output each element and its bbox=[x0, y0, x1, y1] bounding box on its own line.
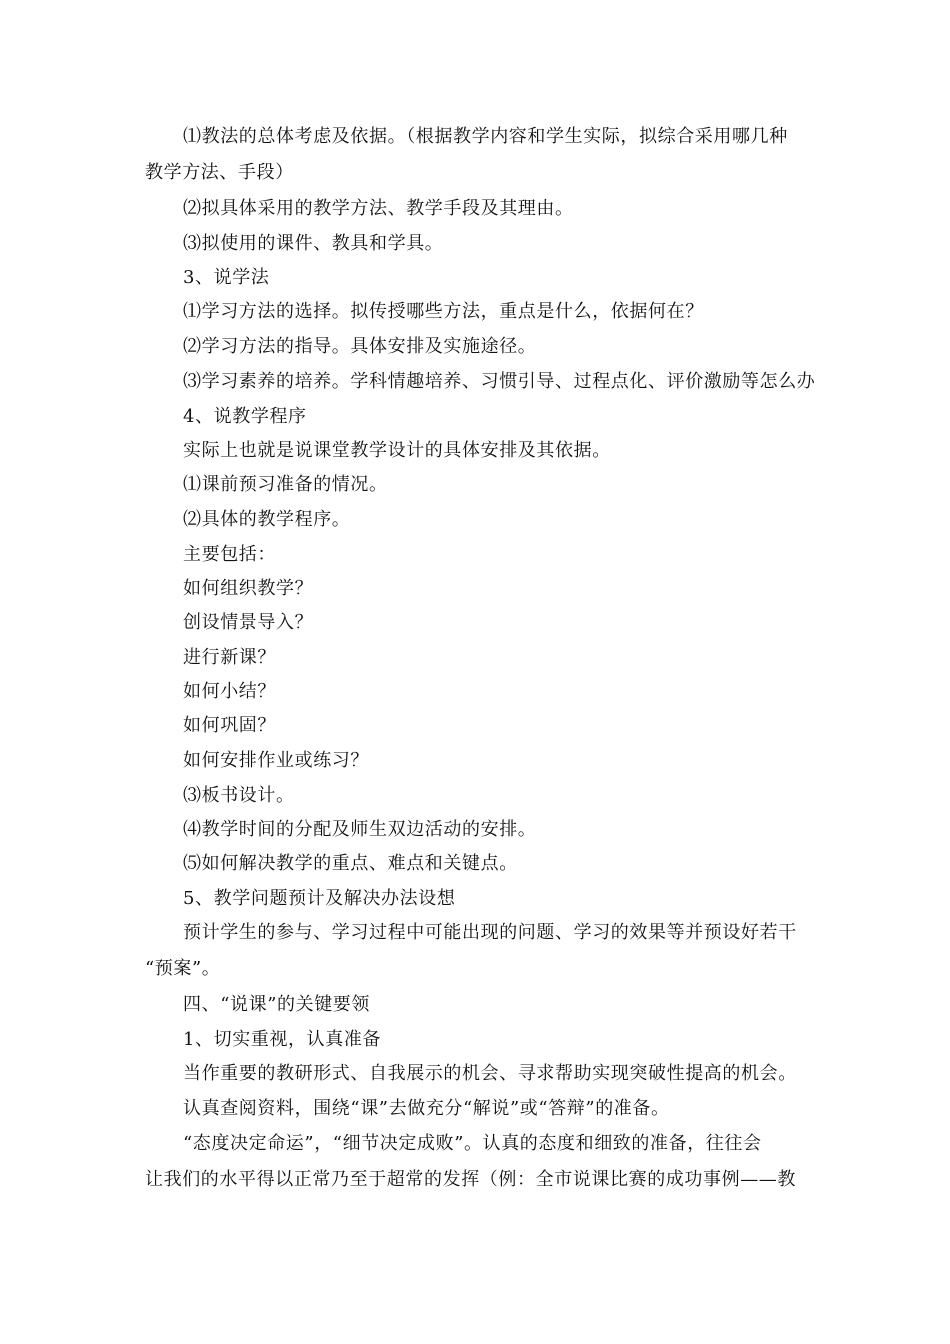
text-line: 让我们的水平得以正常乃至于超常的发挥（例：全市说课比赛的成功事例——教 bbox=[145, 1169, 796, 1190]
section-heading: 3、说学法 bbox=[183, 267, 270, 288]
text-line: “预案”。 bbox=[145, 958, 221, 979]
text-line: 教学方法、手段） bbox=[145, 162, 294, 183]
section-heading: 四、“说课”的关键要领 bbox=[183, 994, 371, 1015]
text-line: ⑵学习方法的指导。具体安排及实施途径。 bbox=[183, 336, 537, 357]
text-line: ⑴课前预习准备的情况。 bbox=[183, 474, 388, 495]
text-line: ⑶学习素养的培养。学科情趣培养、习惯引导、过程点化、评价激励等怎么办 bbox=[183, 371, 816, 392]
text-line: 当作重要的教研形式、自我展示的机会、寻求帮助实现突破性提高的机会。 bbox=[183, 1063, 797, 1084]
text-line: ⑶拟使用的课件、教具和学具。 bbox=[183, 233, 444, 254]
text-line: ⑷教学时间的分配及师生双边活动的安排。 bbox=[183, 819, 537, 840]
text-line: 实际上也就是说课堂教学设计的具体安排及其依据。 bbox=[183, 440, 611, 461]
text-line: 如何组织教学？ bbox=[183, 578, 314, 599]
text-line: 主要包括： bbox=[183, 544, 276, 565]
text-line: 如何巩固？ bbox=[183, 715, 276, 736]
text-line: 如何小结？ bbox=[183, 681, 276, 702]
text-line: ⑴学习方法的选择。拟传授哪些方法，重点是什么，依据何在？ bbox=[183, 301, 704, 322]
section-heading: 1、切实重视，认真准备 bbox=[183, 1029, 382, 1050]
text-line: 预计学生的参与、学习过程中可能出现的问题、学习的效果等并预设好若干 bbox=[183, 922, 797, 943]
text-line: 认真查阅资料，围绕“课”去做充分“解说”或“答辩”的准备。 bbox=[183, 1098, 670, 1119]
text-line: 进行新课？ bbox=[183, 647, 276, 668]
text-line: ⑶板书设计。 bbox=[183, 785, 295, 806]
text-line: 创设情景导入？ bbox=[183, 612, 314, 633]
text-line: ⑵具体的教学程序。 bbox=[183, 509, 351, 530]
section-heading: 5、教学问题预计及解决办法设想 bbox=[183, 888, 456, 909]
text-line: 如何安排作业或练习？ bbox=[183, 750, 369, 771]
text-line: “态度决定命运”，“细节决定成败”。认真的态度和细致的准备，往往会 bbox=[183, 1133, 762, 1154]
section-heading: 4、说教学程序 bbox=[183, 406, 307, 427]
text-line: ⑸如何解决教学的重点、难点和关键点。 bbox=[183, 853, 518, 874]
text-line: ⑵拟具体采用的教学方法、教学手段及其理由。 bbox=[183, 198, 574, 219]
text-line: ⑴教法的总体考虑及依据。（根据教学内容和学生实际，拟综合采用哪几种 bbox=[183, 126, 788, 147]
